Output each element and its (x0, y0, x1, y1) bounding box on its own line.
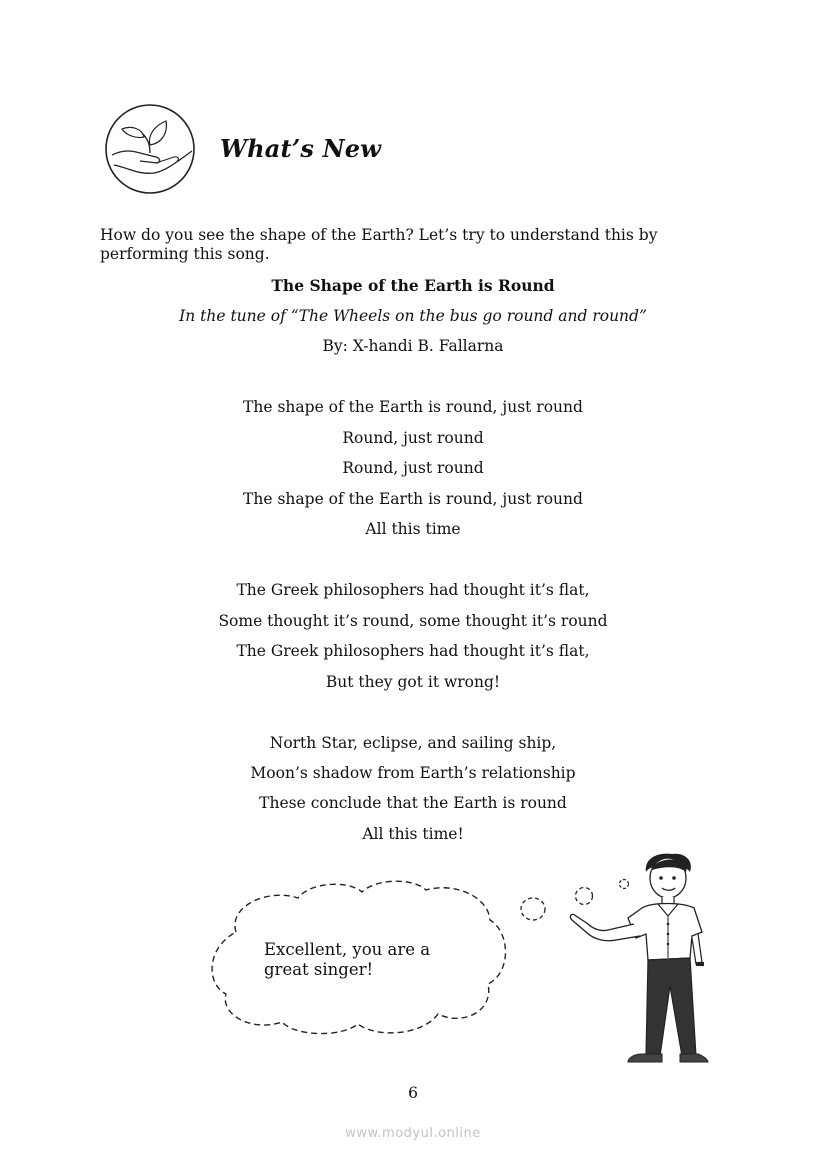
page-number: 6 (408, 1084, 418, 1102)
song-tune: In the tune of “The Wheels on the bus go round and round” (179, 307, 647, 325)
thought-line-1: Excellent, you are a (264, 940, 431, 959)
lyric-line: The shape of the Earth is round, just round (243, 490, 583, 508)
lyric-line: All this time! (362, 825, 464, 843)
thought-bubble-text (264, 940, 454, 980)
song-author: By: X-handi B. Fallarna (322, 337, 504, 355)
lyric-line: North Star, eclipse, and sailing ship, (269, 734, 557, 752)
intro-paragraph: How do you see the shape of the Earth? Let’s try to understand this by performing this song. (100, 226, 658, 263)
teacher-thinking-icon (562, 850, 722, 1068)
lyric-line: The shape of the Earth is round, just round (243, 398, 583, 416)
thought-bubble-dot (520, 897, 546, 921)
lyric-line: These conclude that the Earth is round (259, 794, 567, 812)
hand-with-seedling-icon (104, 103, 196, 195)
lyric-line: But they got it wrong! (325, 673, 501, 691)
watermark: www.modyul.online (345, 1126, 481, 1141)
lyric-line: Some thought it’s round, some thought it’s round (218, 612, 608, 630)
song-title: The Shape of the Earth is Round (271, 276, 555, 295)
lyric-line: Round, just round (342, 429, 484, 447)
lyric-line: The Greek philosophers had thought it’s flat, (236, 581, 590, 599)
lyric-line: All this time (365, 520, 461, 538)
section-title: What’s New (220, 134, 382, 163)
lyric-line: Round, just round (342, 459, 484, 477)
lyric-line: Moon’s shadow from Earth’s relationship (250, 764, 576, 782)
lyric-line: The Greek philosophers had thought it’s flat, (236, 642, 590, 660)
thought-line-2: great singer! (264, 960, 374, 979)
